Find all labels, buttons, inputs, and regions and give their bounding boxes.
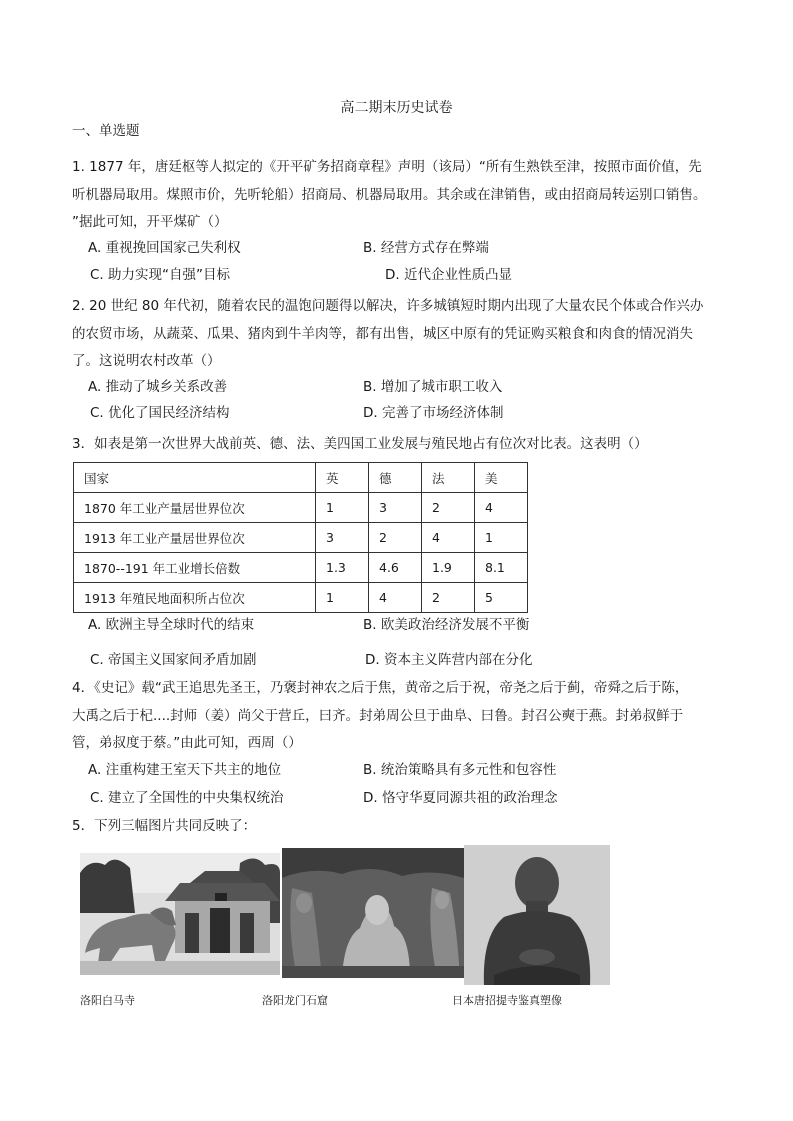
table-cell: 1870--191 年工业增长倍数 (74, 553, 316, 583)
question-1-line: 听机器局取用。煤照市价，先听轮船）招商局、机器局取用。其余或在津销售，或由招商局转运别口销售。 (72, 186, 707, 203)
q3-option-a[interactable]: A. 欧洲主导全球时代的结束 (88, 617, 255, 633)
table-cell: 1.9 (422, 553, 475, 583)
photo-caption: 洛阳白马寺 (80, 994, 135, 1007)
table-cell: 5 (475, 583, 528, 613)
q4-option-c[interactable]: C. 建立了全国性的中央集权统治 (90, 790, 284, 806)
q1-option-c[interactable]: C. 助力实现“自强”目标 (90, 267, 230, 283)
table-cell: 8.1 (475, 553, 528, 583)
question-5: 5．下列三幅图片共同反映了： (72, 818, 257, 834)
table-cell: 1 (475, 523, 528, 553)
table-cell: 2 (369, 523, 422, 553)
question-2-line: 2. 20 世纪 80 年代初，随着农民的温饱问题得以解决，许多城镇短时期内出现了大量农民个体或合作兴办 (72, 298, 704, 314)
table-row (74, 553, 528, 583)
question-3: 3．如表是第一次世界大战前英、德、法、美四国工业发展与殖民地占有位次对比表。这表明（） (72, 436, 648, 452)
table-cell: 2 (422, 583, 475, 613)
question-2-line: 的农贸市场，从蔬菜、瓜果、猪肉到牛羊肉等，都有出售，城区中原有的凭证购买粮食和肉食的情况消失 (72, 325, 693, 342)
table-header-cell: 德 (369, 463, 422, 493)
table-row (74, 583, 528, 613)
question-4-line: 4．《史记》载“武王追思先圣王，乃褒封神农之后于焦，黄帝之后于祝，帝尧之后于蓟，帝舜之后于陈， (72, 680, 689, 696)
table-header-cell: 英 (316, 463, 369, 493)
table-cell: 4 (475, 493, 528, 523)
table-cell: 1870 年工业产量居世界位次 (74, 493, 316, 523)
q3-option-c[interactable]: C. 帝国主义国家间矛盾加剧 (90, 652, 257, 668)
table-header-cell: 美 (475, 463, 528, 493)
question-4 (72, 675, 724, 758)
comparison-table (73, 462, 528, 613)
section-heading: 一、单选题 (72, 123, 140, 139)
question-2-line: 了。这说明农村改革（） (72, 353, 221, 369)
q2-option-c[interactable]: C. 优化了国民经济结构 (90, 405, 230, 421)
q4-option-d[interactable]: D. 恪守华夏同源共祖的政治理念 (363, 790, 558, 806)
jianzhen-statue-photo (464, 845, 610, 985)
table-cell: 4.6 (369, 553, 422, 583)
q1-option-b[interactable]: B. 经营方式存在弊端 (363, 240, 489, 256)
table-cell: 1 (316, 493, 369, 523)
baimasi-temple-photo (80, 853, 280, 975)
q3-option-d[interactable]: D. 资本主义阵营内部在分化 (365, 652, 533, 668)
photo-caption: 洛阳龙门石窟 (262, 994, 328, 1007)
table-header-cell: 国家 (74, 463, 316, 493)
table-cell: 4 (422, 523, 475, 553)
page-title: 高二期末历史试卷 (340, 100, 453, 116)
table-cell: 4 (369, 583, 422, 613)
table-cell: 1913 年殖民地面积所占位次 (74, 583, 316, 613)
question-2 (72, 293, 724, 376)
photo-caption: 日本唐招提寺鉴真塑像 (452, 994, 562, 1007)
q3-option-b[interactable]: B. 欧美政治经济发展不平衡 (363, 617, 530, 633)
table-cell: 3 (369, 493, 422, 523)
q2-option-d[interactable]: D. 完善了市场经济体制 (363, 405, 504, 421)
question-1 (72, 154, 724, 237)
table-cell: 1 (316, 583, 369, 613)
table-cell: 1.3 (316, 553, 369, 583)
table-cell: 1913 年工业产量居世界位次 (74, 523, 316, 553)
question-4-line: 管，弟叔度于蔡。”由此可知，西周（） (72, 735, 302, 751)
table-row (74, 493, 528, 523)
q2-option-a[interactable]: A. 推动了城乡关系改善 (88, 379, 228, 395)
longmen-grottoes-photo (282, 848, 464, 978)
q1-option-a[interactable]: A. 重视挽回国家己失利权 (88, 240, 241, 256)
table-header-cell: 法 (422, 463, 475, 493)
q1-option-d[interactable]: D. 近代企业性质凸显 (385, 267, 512, 283)
table-row (74, 523, 528, 553)
question-1-line: ”据此可知，开平煤矿（） (72, 214, 228, 230)
q4-option-b[interactable]: B. 统治策略具有多元性和包容性 (363, 762, 557, 778)
q4-option-a[interactable]: A. 注重构建王室天下共主的地位 (88, 762, 282, 778)
table-cell: 3 (316, 523, 369, 553)
question-4-line: 大禹之后于杞....封师（姜）尚父于营丘，曰齐。封弟周公旦于曲阜、曰鲁。封召公奭于燕。封弟叔鲜于 (72, 707, 684, 724)
question-1-line: 1. 1877 年，唐廷枢等人拟定的《开平矿务招商章程》声明（该局）“所有生熟铁至津，按照市面价值，先 (72, 159, 702, 175)
table-header-row (74, 463, 528, 493)
table-cell: 2 (422, 493, 475, 523)
q2-option-b[interactable]: B. 增加了城市职工收入 (363, 379, 503, 395)
